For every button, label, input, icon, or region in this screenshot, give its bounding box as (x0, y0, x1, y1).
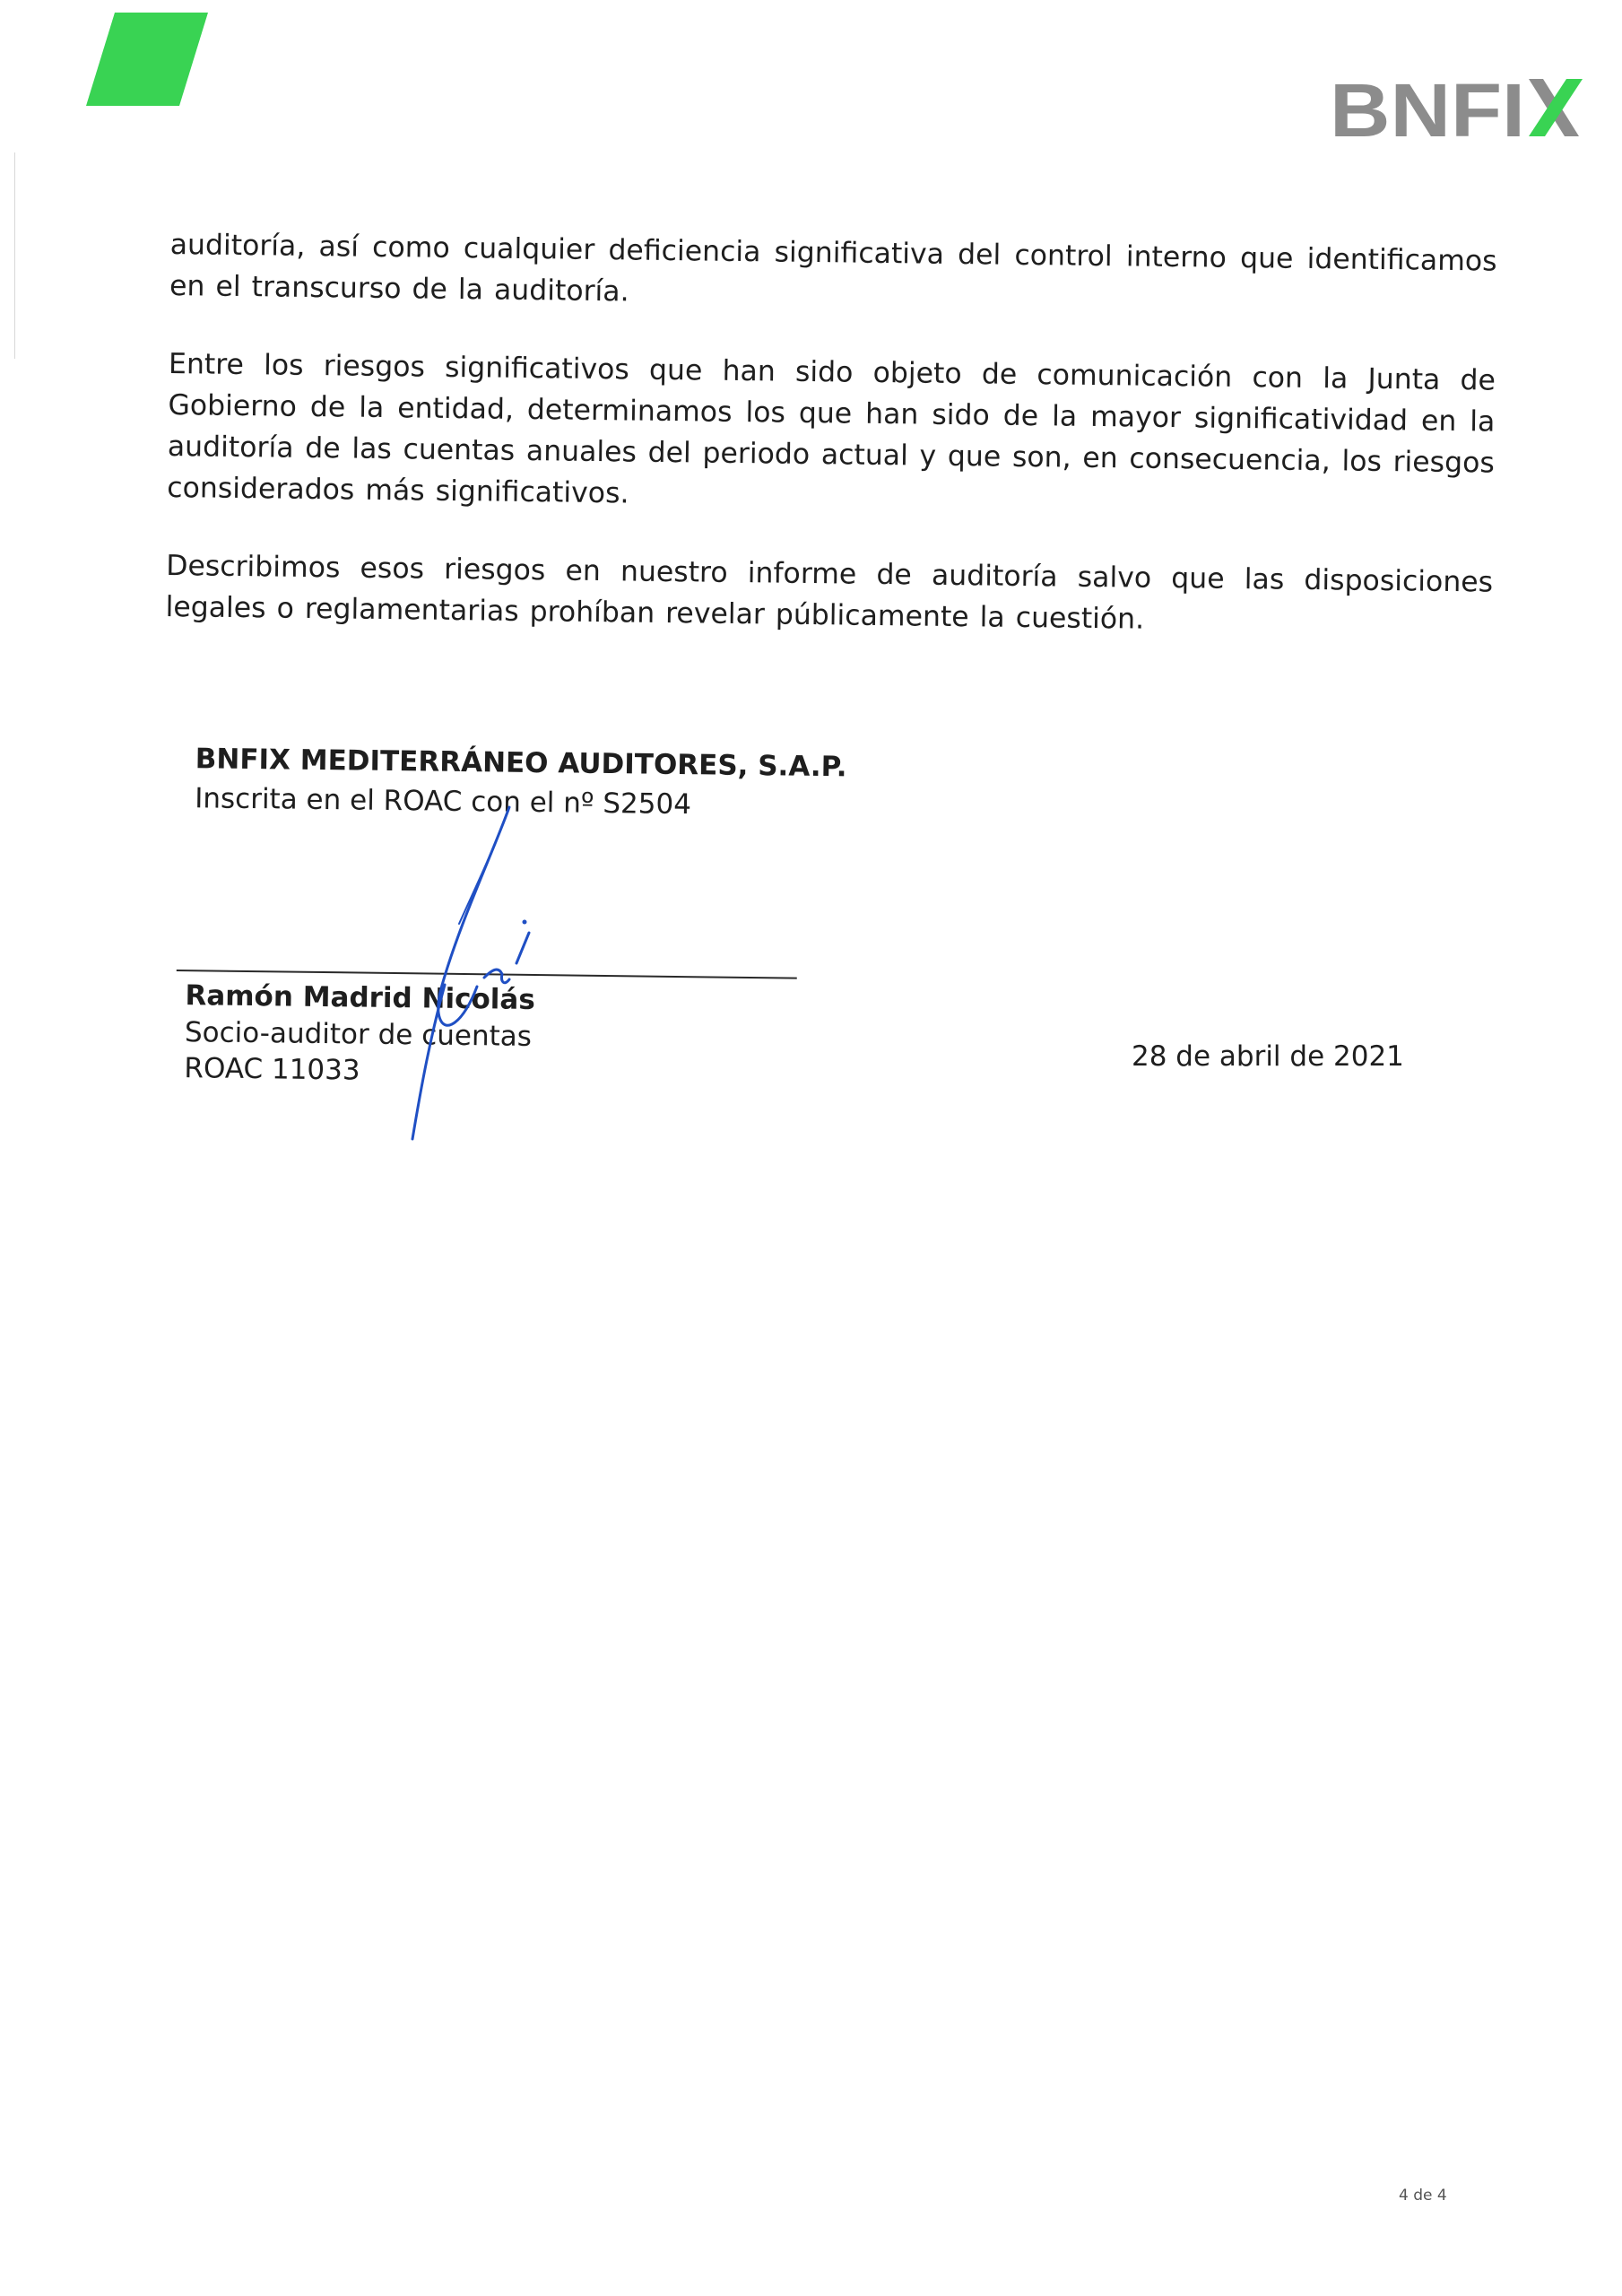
body-paragraph: auditoría, así como cualquier deficiencia significativa del control interno que identificamos en el transcurso de la auditoría. (169, 228, 1497, 309)
scan-edge-line (14, 152, 15, 359)
bnfix-logo-icon (1330, 72, 1586, 149)
report-date: 28 de abril de 2021 (1132, 1040, 1404, 1073)
report-body (165, 224, 1497, 682)
signer-role: Socio-auditor de cuentas (184, 1016, 533, 1053)
signer-name: Ramón Madrid Nicolás (185, 979, 536, 1017)
page-number: 4 de 4 (1399, 2187, 1447, 2205)
body-paragraph: Describimos esos riesgos en nuestro informe de auditoría salvo que las disposiciones legales o reglamentarias prohíban revelar públicamente la cuestión. (165, 549, 1494, 636)
green-slash-mark-icon (86, 13, 208, 106)
firm-registration: Inscrita en el ROAC con el nº S2504 (194, 782, 692, 822)
svg-text:BNFI: BNFI (1330, 72, 1525, 149)
signer-license: ROAC 11033 (184, 1052, 360, 1087)
firm-name: BNFIX MEDITERRÁNEO AUDITORES, S.A.P. (195, 743, 847, 784)
handwritten-signature-icon (359, 789, 538, 1148)
body-paragraph: Entre los riesgos significativos que han sido objeto de comunicación con la Junta de Gobierno de la entidad, determinamos los que han sido de la mayor significatividad en la auditoría de las cuentas anuales del periodo actual y que son, en consecuencia, los riesgos considerados más significativos. (167, 347, 1496, 510)
